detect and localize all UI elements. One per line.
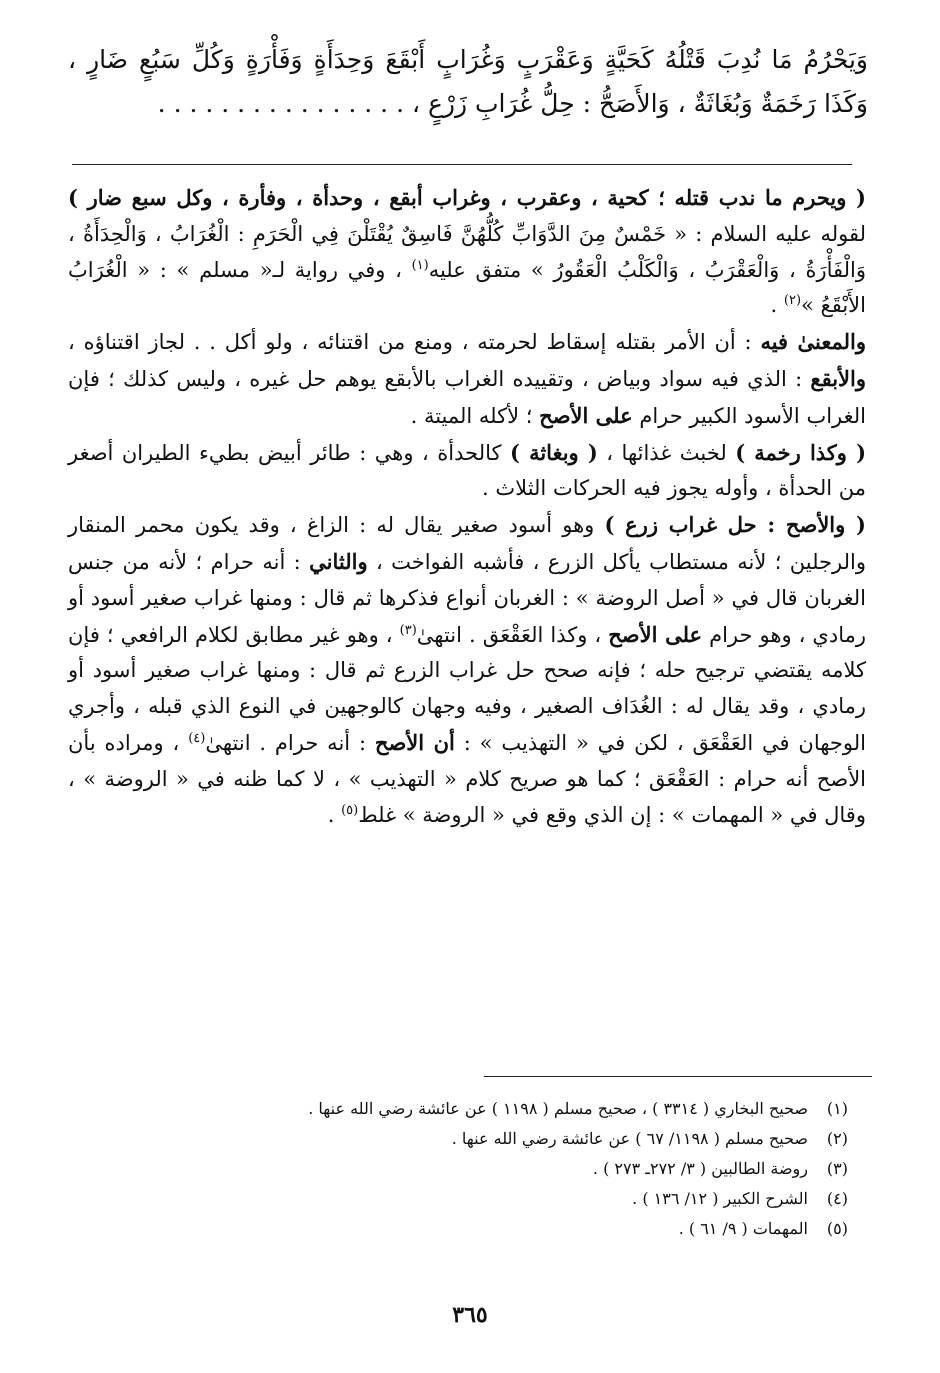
commentary-text: وهو أسود صغير يقال له : الزاغ ، وقد يكون محمر المنقار والرجلين ؛ لأنه مستطاب يأكل الزرع ، فأشبه الفواخت ،: [68, 513, 866, 574]
matn-quote: ( وبغاثة ): [510, 439, 598, 465]
commentary-text: ؛ لأكله الميتة .: [410, 403, 540, 428]
matn-divider: [72, 164, 852, 165]
commentary-text: : أنه حرام ؛ لأنه من جنس الغربان قال في « أصل الروضة » : الغربان أنواع فذكرها ثم قال : ومنها غراب صغير أسود أو رمادي ، وهو حرام: [68, 549, 867, 647]
footnote-text: صحيح البخاري ( ٣٣١٤ ) ، صحيح مسلم ( ١١٩٨ ) عن عائشة رضي الله عنها .: [308, 1099, 808, 1118]
ruling-emphasis: على الأصح: [539, 402, 633, 428]
footnote-number: (٣): [826, 1159, 848, 1178]
commentary-text: : الذي فيه سواد وبياض ، وتقييده الغراب بالأبقع يوهم حل غيره ، وليس كذلك ؛ فإن الغراب الأسود الكبير حرام: [68, 366, 866, 428]
footnotes: [80, 1094, 848, 1244]
footnote-ref-3[interactable]: (٣): [399, 622, 417, 638]
term-heading: والأبقع: [810, 365, 866, 391]
footnote-item: [80, 1154, 848, 1184]
matn-text: وَيَحْرُمُ مَا نُدِبَ قَتْلُهُ كَحَيَّةٍ وَعَقْرَبٍ وَغُرَابٍ أَبْقَعَ وَحِدَأَةٍ وَفَأْرَةٍ وَكُلِّ سَبُعٍ ضَارٍ ، وَكَذَا رَخَمَةٌ وَبُغَاثَةٌ ، وَالأَصَحُّ : حِلُّ غُرَابِ زَرْعٍ ، . . . . . . . . . . . . . . . .: [68, 45, 868, 118]
footnote-ref-2[interactable]: (٢): [783, 293, 802, 309]
commentary-text: ، وكذا العَقْعَق . انتهىٰ: [416, 622, 609, 647]
footnote-number: (٢): [826, 1129, 848, 1148]
footnote-item: [80, 1094, 848, 1124]
matn-quote: ( والأصح : حل غراب زرع ): [604, 512, 866, 538]
ruling-emphasis: أن الأصح: [374, 729, 455, 755]
term-heading: والمعنىٰ فيه: [760, 329, 867, 355]
ruling-emphasis: على الأصح: [608, 621, 703, 647]
commentary-text: لخبث غذائها ،: [597, 440, 736, 465]
commentary-text: : أنه حرام . انتهىٰ: [205, 730, 375, 755]
matn-quote: ( وكذا رخمة ): [735, 439, 867, 465]
footnote-ref-5[interactable]: (٥): [341, 802, 359, 818]
footnote-number: (٤): [826, 1189, 848, 1208]
matn-quote: ( ويحرم ما ندب قتله ؛ كحية ، وعقرب ، وغراب أبقع ، وحدأة ، وفأرة ، وكل سبع ضار ): [68, 185, 866, 210]
footnote-item: [80, 1184, 848, 1214]
footnote-text: الشرح الكبير ( ١٢/ ١٣٦ ) .: [632, 1189, 808, 1208]
commentary-paragraph-2: [68, 324, 866, 434]
commentary-paragraph-3: [68, 435, 866, 508]
commentary-text: كالحدأة ، وهي : طائر أبيض بطيء الطيران أصغر من الحدأة ، وأوله يجوز فيه الحركات الثلاث .: [68, 440, 866, 501]
commentary-text: .: [327, 802, 342, 827]
footnote-ref-4[interactable]: (٤): [188, 730, 206, 746]
footnote-text: صحيح مسلم ( ١١٩٨/ ٦٧ ) عن عائشة رضي الله عنها .: [451, 1129, 808, 1148]
commentary-paragraph-4: [68, 507, 866, 833]
commentary-body: [68, 180, 866, 833]
page-number: ٣٦٥: [452, 1302, 488, 1328]
footnote-number: (١): [826, 1099, 848, 1118]
footnote-item: [80, 1214, 848, 1244]
footnote-number: (٥): [826, 1219, 848, 1238]
term-heading: والثاني: [309, 548, 368, 574]
commentary-text: .: [770, 293, 784, 318]
footnote-ref-1[interactable]: (١): [411, 257, 429, 273]
commentary-text: لقوله عليه السلام : « خَمْسٌ مِنَ الدَّوَابِّ كُلُّهُنَّ فَاسِقٌ يُقْتَلْنَ فِي الْحَرَمِ : الْغُرَابُ ، وَالْحِدَأَةُ ، وَالْفَأْرَةُ ، وَالْعَقْرَبُ ، وَالْكَلْبُ الْعَقُورُ » متفق عليه: [68, 221, 866, 282]
commentary-text: : أن الأمر بقتله إسقاط لحرمته ، ومنع من اقتنائه ، ولو أكل . . لجاز اقتناؤه ،: [68, 330, 761, 355]
commentary-text: ، وفي رواية لـ« مسلم » : « الْغُرَابُ الأَبْقَعُ »: [68, 257, 866, 318]
footnote-item: [80, 1124, 848, 1154]
commentary-paragraph-1: [68, 180, 866, 324]
commentary-text: ، ومراده بأن الأصح أنه حرام : العَقْعَق ؛ كما هو صريح كلام « التهذيب » ، لا كما ظنه في « الروضة » ، وقال في « المهمات » : إن الذي وقع في « الروضة » غلط: [68, 730, 866, 827]
commentary-text: ، وهو غير مطابق لكلام الرافعي ؛ فإن كلامه يقتضي ترجيح حله ؛ فإنه صحح حل غراب الزرع ثم قال : ومنها غراب صغير أسود أو رمادي ، وقد يقال له : الغُدَاف الصغير ، وفيه وجهان كالوجهين في النوع الذي قبله ، وأجري الوجهان في العَقْعَق ، لكن في « التهذيب » :: [68, 622, 867, 755]
footnote-text: روضة الطالبين ( ٣/ ٢٧٢ـ ٢٧٣ ) .: [592, 1159, 808, 1178]
footnote-divider: [484, 1076, 872, 1077]
footnote-text: المهمات ( ٩/ ٦١ ) .: [678, 1219, 808, 1238]
